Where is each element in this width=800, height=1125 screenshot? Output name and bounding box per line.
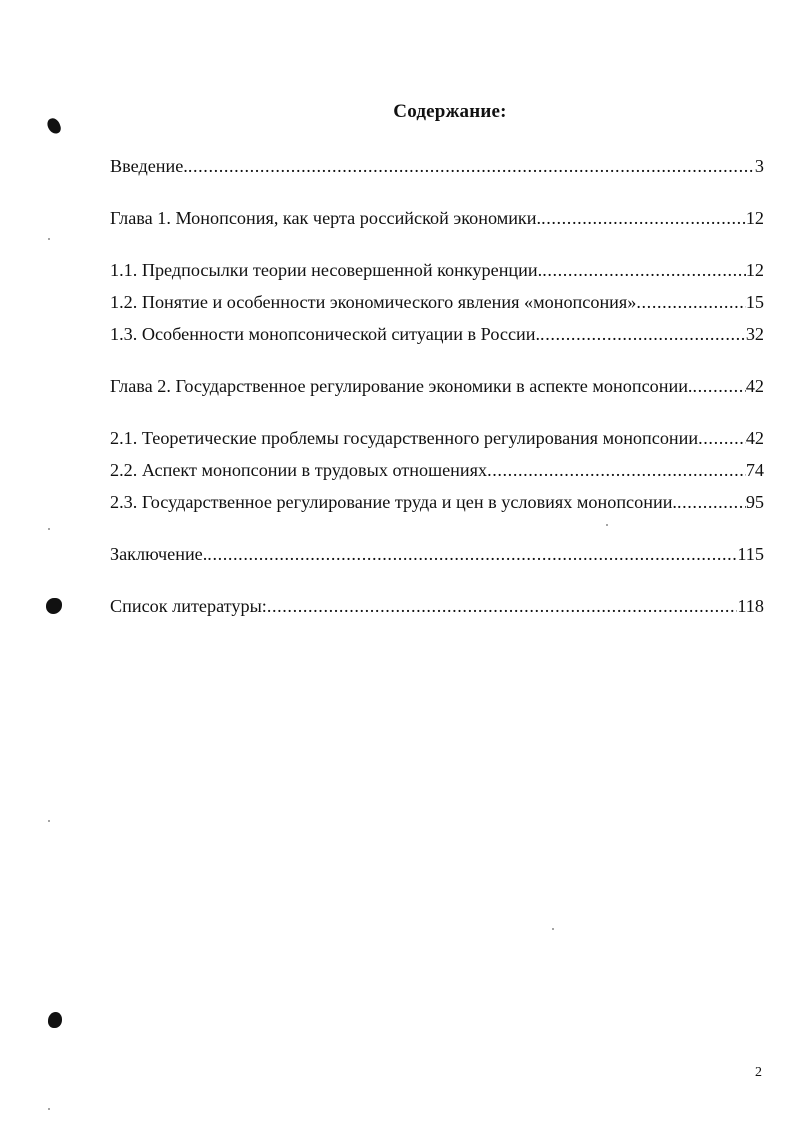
- toc-entry-page: 74: [745, 460, 764, 480]
- toc-entry-page: 42: [745, 376, 764, 396]
- toc-entry-section-2-1[interactable]: [110, 426, 764, 450]
- page-title: Содержание:: [393, 101, 507, 122]
- toc-entry-label: 2.1. Теоретические проблемы государственного регулирования монопсонии: [110, 428, 699, 448]
- toc-entry-label: Заключение.: [110, 544, 208, 564]
- toc-leader-dots: [636, 290, 745, 314]
- toc-leader-dots: [188, 154, 755, 178]
- toc-entry-label: 1.2. Понятие и особенности экономического явления «монопсония»: [110, 292, 637, 312]
- toc-entry-page: 12: [745, 260, 764, 280]
- toc-entry-label: Глава 2. Государственное регулирование экономики в аспекте монопсонии.: [110, 376, 693, 396]
- toc-leader-dots: [698, 426, 746, 450]
- scan-speck: [48, 1108, 50, 1110]
- scan-speck: [552, 928, 554, 930]
- toc-leader-dots: [487, 458, 746, 482]
- toc-entry-page: 115: [737, 544, 764, 564]
- toc-entry-label: 2.3. Государственное регулирование труда и цен в условиях монопсонии.: [110, 492, 677, 512]
- toc-leader-dots: [541, 206, 746, 230]
- scan-speck: [606, 524, 608, 526]
- toc-entry-page: 118: [737, 596, 764, 616]
- toc-entry-section-1-1[interactable]: [110, 258, 764, 282]
- toc-entry-chapter-1[interactable]: [110, 206, 764, 230]
- toc-entry-introduction[interactable]: [110, 154, 764, 178]
- toc-entry-page: 42: [745, 428, 764, 448]
- scan-blot-mark: [46, 598, 62, 614]
- toc-leader-dots: [677, 490, 746, 514]
- toc-entry-page: 95: [745, 492, 764, 512]
- toc-leader-dots: [692, 374, 745, 398]
- toc-entry-bibliography[interactable]: [110, 594, 764, 618]
- toc-leader-dots: [207, 542, 737, 566]
- toc-entry-page: 12: [745, 208, 764, 228]
- toc-entry-label: 1.3. Особенности монопсонической ситуации в России.: [110, 324, 541, 344]
- toc-entry-label: Введение.: [110, 156, 188, 176]
- scan-blot-mark: [48, 1012, 62, 1028]
- toc-entry-label: Глава 1. Монопсония, как черта российской экономики.: [110, 208, 542, 228]
- toc-entry-label: Список литературы:: [110, 596, 267, 616]
- toc-entry-section-1-2[interactable]: [110, 290, 764, 314]
- toc-entry-section-1-3[interactable]: [110, 322, 764, 346]
- toc-entry-conclusion[interactable]: [110, 542, 764, 566]
- toc-leader-dots: [540, 322, 746, 346]
- toc-leader-dots: [542, 258, 746, 282]
- toc-entry-page: 32: [745, 324, 764, 344]
- toc-entry-section-2-2[interactable]: [110, 458, 764, 482]
- page-number: 2: [755, 1065, 762, 1080]
- toc-entry-page: 3: [754, 156, 764, 176]
- scan-speck: [48, 820, 50, 822]
- toc-entry-label: 2.2. Аспект монопсонии в трудовых отношениях: [110, 460, 488, 480]
- toc-entry-page: 15: [745, 292, 764, 312]
- scan-speck: [48, 238, 50, 240]
- toc-leader-dots: [267, 594, 738, 618]
- toc-entry-chapter-2[interactable]: [110, 374, 764, 398]
- toc-entry-label: 1.1. Предпосылки теории несовершенной конкуренции.: [110, 260, 543, 280]
- scan-speck: [48, 528, 50, 530]
- toc-entry-section-2-3[interactable]: [110, 490, 764, 514]
